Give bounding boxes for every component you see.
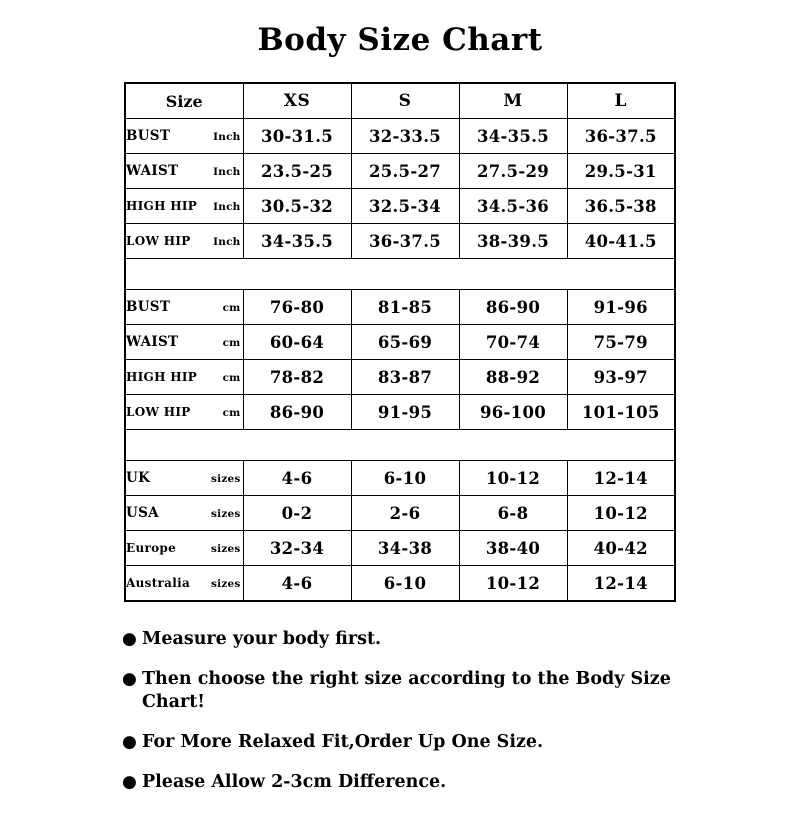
row-label-australia [125, 566, 243, 602]
cell-high-hip-cm-xs: 78-82 [243, 360, 351, 395]
row-label-text: UK [126, 470, 151, 486]
cell-low-hip-cm-m: 96-100 [459, 395, 567, 430]
cell-high-hip-inch-m: 34.5-36 [459, 189, 567, 224]
bullet-icon: ● [122, 629, 137, 649]
row-unit-text: Inch [213, 201, 241, 213]
cell-waist-cm-s: 65-69 [351, 325, 459, 360]
row-label-text: HIGH HIP [126, 199, 198, 213]
note-text: Measure your body first. [142, 629, 382, 649]
cell-bust-cm-l: 91-96 [567, 290, 675, 325]
row-unit-text: Inch [213, 236, 241, 248]
row-label-high-hip-inch [125, 189, 243, 224]
cell-high-hip-cm-s: 83-87 [351, 360, 459, 395]
header-cell-m: M [459, 83, 567, 119]
row-unit-text: Inch [213, 131, 241, 143]
row-unit-text: Inch [213, 166, 241, 178]
cell-australia-xs: 4-6 [243, 566, 351, 602]
table-row [125, 566, 675, 602]
row-label-text: USA [126, 505, 159, 521]
cell-uk-xs: 4-6 [243, 461, 351, 496]
row-unit-text: sizes [211, 473, 241, 485]
row-label-high-hip-cm [125, 360, 243, 395]
header-cell-s: S [351, 83, 459, 119]
cell-bust-inch-s: 32-33.5 [351, 119, 459, 154]
header-cell-size: Size [125, 83, 243, 119]
row-label-low-hip-inch [125, 224, 243, 259]
bullet-icon: ● [122, 731, 137, 752]
cell-waist-inch-xs: 23.5-25 [243, 154, 351, 189]
section-spacer [125, 430, 675, 461]
list-item [122, 628, 700, 652]
bullet-icon: ● [122, 668, 137, 689]
size-chart-table [124, 82, 676, 602]
note-text: Please Allow 2-3cm Difference. [142, 771, 447, 792]
table-row [125, 395, 675, 430]
row-label-waist-cm [125, 325, 243, 360]
notes-list [100, 628, 700, 794]
cell-usa-s: 2-6 [351, 496, 459, 531]
cell-usa-xs: 0-2 [243, 496, 351, 531]
cell-low-hip-inch-s: 36-37.5 [351, 224, 459, 259]
cell-high-hip-inch-xs: 30.5-32 [243, 189, 351, 224]
row-label-bust-cm [125, 290, 243, 325]
cell-waist-inch-s: 25.5-27 [351, 154, 459, 189]
header-cell-l: L [567, 83, 675, 119]
list-item [122, 771, 700, 795]
note-text: Then choose the right size according to the Body Size Chart! [142, 668, 671, 713]
cell-low-hip-cm-l: 101-105 [567, 395, 675, 430]
row-label-text: Australia [126, 576, 191, 590]
cell-europe-l: 40-42 [567, 531, 675, 566]
cell-high-hip-cm-l: 93-97 [567, 360, 675, 395]
cell-low-hip-cm-xs: 86-90 [243, 395, 351, 430]
cell-bust-cm-xs: 76-80 [243, 290, 351, 325]
row-label-text: WAIST [126, 334, 179, 350]
cell-bust-inch-l: 36-37.5 [567, 119, 675, 154]
cell-waist-cm-m: 70-74 [459, 325, 567, 360]
table-row [125, 119, 675, 154]
cell-waist-cm-l: 75-79 [567, 325, 675, 360]
cell-waist-cm-xs: 60-64 [243, 325, 351, 360]
table-row [125, 290, 675, 325]
row-unit-text: sizes [211, 508, 241, 520]
row-label-europe [125, 531, 243, 566]
cell-usa-l: 10-12 [567, 496, 675, 531]
table-row [125, 224, 675, 259]
row-label-text: LOW HIP [126, 234, 191, 248]
cell-low-hip-inch-m: 38-39.5 [459, 224, 567, 259]
list-item [122, 668, 700, 715]
list-item [122, 731, 700, 755]
cell-europe-s: 34-38 [351, 531, 459, 566]
row-label-text: WAIST [126, 163, 179, 179]
cell-usa-m: 6-8 [459, 496, 567, 531]
note-text: For More Relaxed Fit,Order Up One Size. [142, 731, 544, 752]
size-chart-table-wrapper [124, 82, 676, 602]
cell-australia-m: 10-12 [459, 566, 567, 602]
cell-australia-l: 12-14 [567, 566, 675, 602]
table-row [125, 461, 675, 496]
cell-bust-inch-xs: 30-31.5 [243, 119, 351, 154]
header-cell-xs: XS [243, 83, 351, 119]
bullet-icon: ● [122, 771, 137, 792]
row-label-uk [125, 461, 243, 496]
cell-bust-cm-m: 86-90 [459, 290, 567, 325]
cell-europe-m: 38-40 [459, 531, 567, 566]
page-title: Body Size Chart [257, 22, 543, 58]
cell-low-hip-inch-xs: 34-35.5 [243, 224, 351, 259]
row-label-text: BUST [126, 128, 171, 144]
cell-uk-s: 6-10 [351, 461, 459, 496]
cell-low-hip-inch-l: 40-41.5 [567, 224, 675, 259]
row-label-text: LOW HIP [126, 405, 191, 419]
table-row [125, 189, 675, 224]
table-row [125, 496, 675, 531]
cell-bust-inch-m: 34-35.5 [459, 119, 567, 154]
size-chart-page [0, 22, 800, 822]
row-unit-text: cm [222, 337, 241, 349]
row-label-text: BUST [126, 299, 171, 315]
row-label-text: Europe [126, 541, 177, 555]
cell-high-hip-inch-l: 36.5-38 [567, 189, 675, 224]
cell-bust-cm-s: 81-85 [351, 290, 459, 325]
cell-uk-m: 10-12 [459, 461, 567, 496]
table-row [125, 325, 675, 360]
cell-uk-l: 12-14 [567, 461, 675, 496]
row-unit-text: cm [222, 302, 241, 314]
row-label-waist-inch [125, 154, 243, 189]
table-header-row [125, 83, 675, 119]
cell-high-hip-cm-m: 88-92 [459, 360, 567, 395]
cell-high-hip-inch-s: 32.5-34 [351, 189, 459, 224]
row-unit-text: sizes [211, 578, 241, 590]
section-spacer [125, 259, 675, 290]
row-label-low-hip-cm [125, 395, 243, 430]
cell-waist-inch-m: 27.5-29 [459, 154, 567, 189]
table-row [125, 531, 675, 566]
cell-europe-xs: 32-34 [243, 531, 351, 566]
row-unit-text: sizes [211, 543, 241, 555]
table-row [125, 154, 675, 189]
row-label-bust-inch [125, 119, 243, 154]
row-unit-text: cm [222, 407, 241, 419]
cell-waist-inch-l: 29.5-31 [567, 154, 675, 189]
row-label-usa [125, 496, 243, 531]
row-unit-text: cm [222, 372, 241, 384]
table-row [125, 360, 675, 395]
row-label-text: HIGH HIP [126, 370, 198, 384]
cell-australia-s: 6-10 [351, 566, 459, 602]
cell-low-hip-cm-s: 91-95 [351, 395, 459, 430]
